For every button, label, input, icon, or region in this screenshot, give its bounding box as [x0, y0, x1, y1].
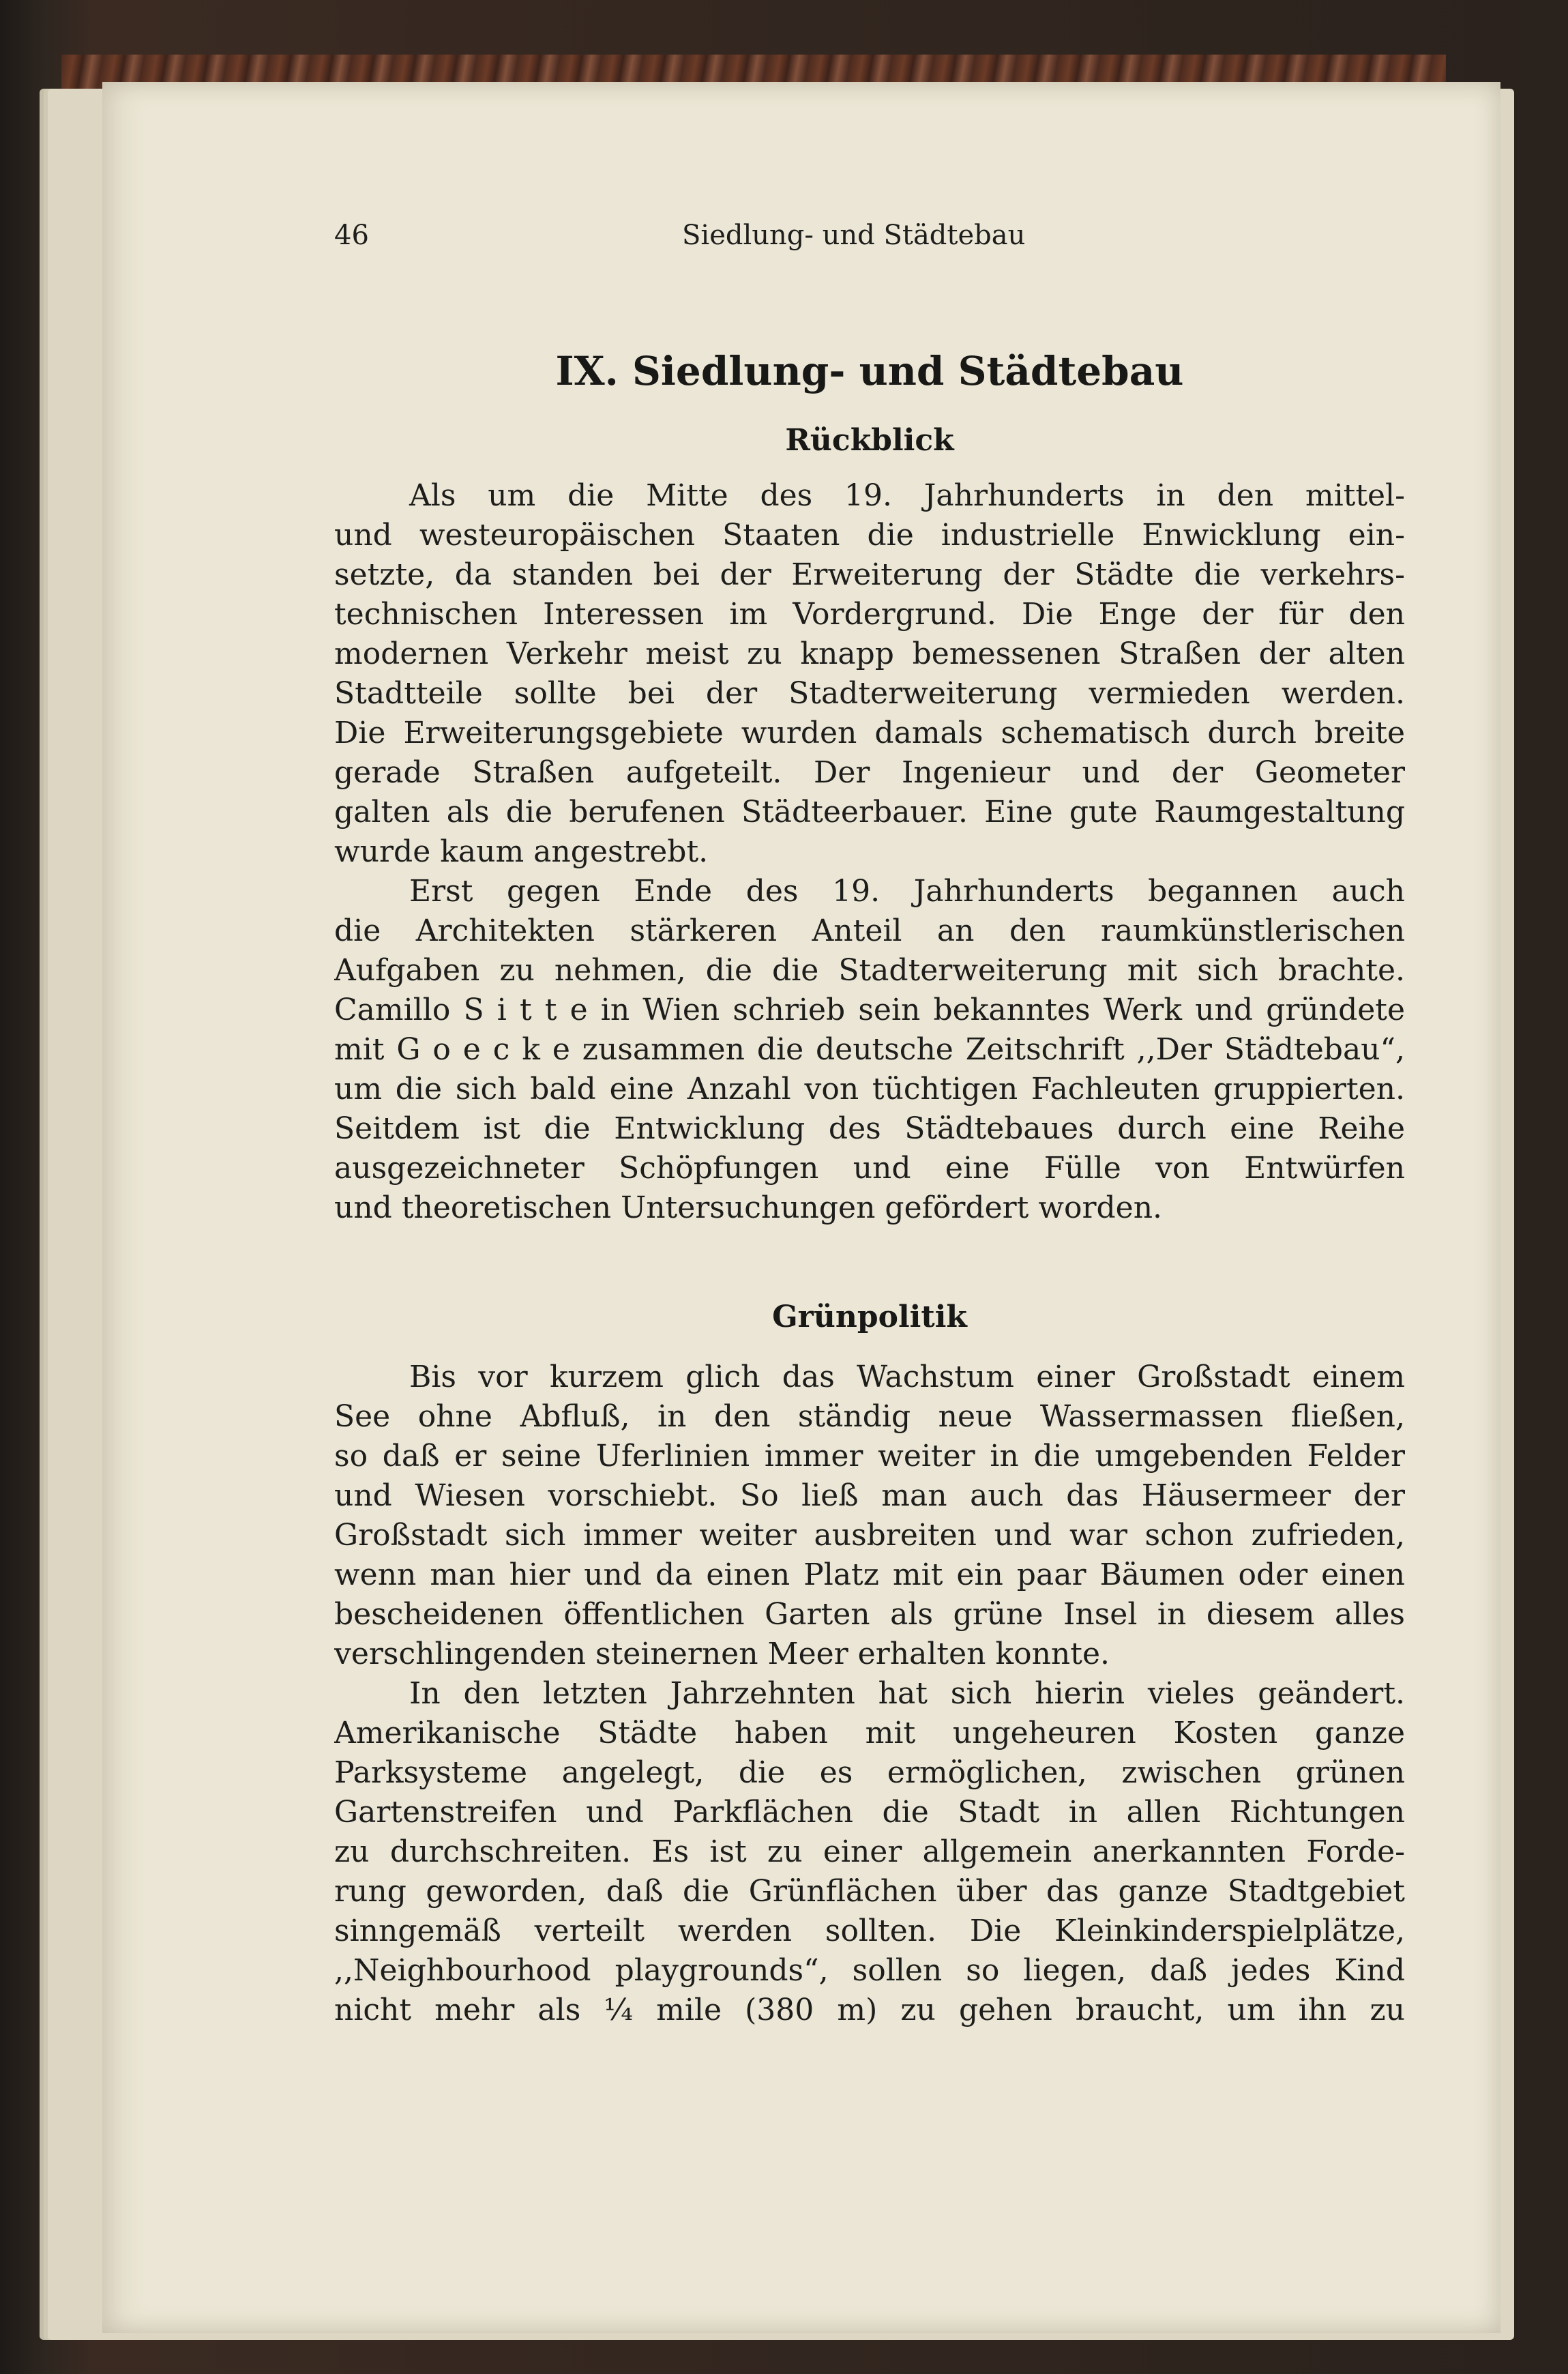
text-line: galten als die berufenen Städteerbauer. Eine gute Raumgestaltung — [334, 795, 1405, 830]
text-line: Aufgaben zu nehmen, die die Stadterweiterung mit sich brachte. — [334, 953, 1405, 988]
text-line: Seitdem ist die Entwicklung des Städtebaues durch eine Reihe — [334, 1111, 1405, 1146]
text-line: so daß er seine Uferlinien immer weiter in die umgebenden Felder — [334, 1439, 1405, 1474]
text-line: ,,Neighbourhood playgrounds“, sollen so liegen, daß jedes Kind — [334, 1953, 1405, 1988]
text-line: Bis vor kurzem glich das Wachstum einer Großstadt einem — [409, 1360, 1405, 1394]
running-title: Siedlung- und Städtebau — [682, 220, 1026, 251]
paragraph-gruenpolitik-2 — [334, 1674, 1405, 2030]
section-heading-rueckblick: Rückblick — [785, 423, 954, 458]
running-head — [334, 220, 1398, 261]
text-line: wenn man hier und da einen Platz mit ein paar Bäumen oder einen — [334, 1557, 1405, 1592]
page-number: 46 — [334, 220, 369, 251]
text-line: In den letzten Jahrzehnten hat sich hierin vieles geändert. — [409, 1676, 1405, 1711]
text-line: bescheidenen öffentlichen Garten als grüne Insel in diesem alles — [334, 1597, 1405, 1632]
text-line: Camillo S i t t e in Wien schrieb sein bekanntes Werk und gründete — [334, 993, 1405, 1027]
text-line: wurde kaum angestrebt. — [334, 834, 709, 869]
text-line: und Wiesen vorschiebt. So ließ man auch das Häusermeer der — [334, 1478, 1405, 1513]
text-line: technischen Interessen im Vordergrund. Die Enge der für den — [334, 597, 1405, 632]
text-line: verschlingenden steinernen Meer erhalten konnte. — [334, 1637, 1110, 1671]
text-line: zu durchschreiten. Es ist zu einer allgemein anerkannten Forde- — [334, 1834, 1405, 1869]
paragraph-rueckblick-1 — [334, 476, 1405, 872]
text-line: Stadtteile sollte bei der Stadterweiterung vermieden werden. — [334, 676, 1405, 711]
text-line: und westeuropäischen Staaten die industrielle Enwicklung ein- — [334, 518, 1405, 553]
paragraph-gruenpolitik-1 — [334, 1358, 1405, 1674]
text-line: Die Erweiterungsgebiete wurden damals schematisch durch breite — [334, 716, 1405, 750]
text-line: sinngemäß verteilt werden sollten. Die Kleinkinderspielplätze, — [334, 1914, 1405, 1948]
text-line: Amerikanische Städte haben mit ungeheuren Kosten ganze — [334, 1716, 1405, 1750]
paragraph-rueckblick-2 — [334, 872, 1405, 1228]
text-line: Gartenstreifen und Parkflächen die Stadt in allen Richtungen — [334, 1795, 1405, 1830]
text-line: See ohne Abfluß, in den ständig neue Wassermassen fließen, — [334, 1399, 1405, 1434]
text-line: mit G o e c k e zusammen die deutsche Zeitschrift ,,Der Städtebau“, — [334, 1032, 1405, 1067]
text-line: um die sich bald eine Anzahl von tüchtigen Fachleuten gruppierten. — [334, 1072, 1405, 1107]
text-line: setzte, da standen bei der Erweiterung der Städte die verkehrs- — [334, 557, 1405, 592]
text-line: die Architekten stärkeren Anteil an den raumkünstlerischen — [334, 913, 1405, 948]
section-heading-gruenpolitik: Grünpolitik — [772, 1300, 967, 1334]
text-line: ausgezeichneter Schöpfungen und eine Fülle von Entwürfen — [334, 1151, 1405, 1186]
text-line: modernen Verkehr meist zu knapp bemessenen Straßen der alten — [334, 636, 1405, 671]
text-line: rung geworden, daß die Grünflächen über das ganze Stadtgebiet — [334, 1874, 1405, 1909]
text-line: nicht mehr als ¼ mile (380 m) zu gehen braucht, um ihn zu — [334, 1993, 1405, 2027]
text-line: Erst gegen Ende des 19. Jahrhunderts begannen auch — [409, 874, 1405, 909]
text-line: und theoretischen Untersuchungen gefördert worden. — [334, 1190, 1163, 1225]
chapter-title: IX. Siedlung- und Städtebau — [555, 348, 1184, 394]
text-line: Großstadt sich immer weiter ausbreiten und war schon zufrieden, — [334, 1518, 1405, 1553]
text-line: gerade Straßen aufgeteilt. Der Ingenieur und der Geometer — [334, 755, 1405, 790]
text-line: Als um die Mitte des 19. Jahrhunderts in den mittel- — [409, 478, 1405, 513]
text-line: Parksysteme angelegt, die es ermöglichen, zwischen grünen — [334, 1755, 1405, 1790]
